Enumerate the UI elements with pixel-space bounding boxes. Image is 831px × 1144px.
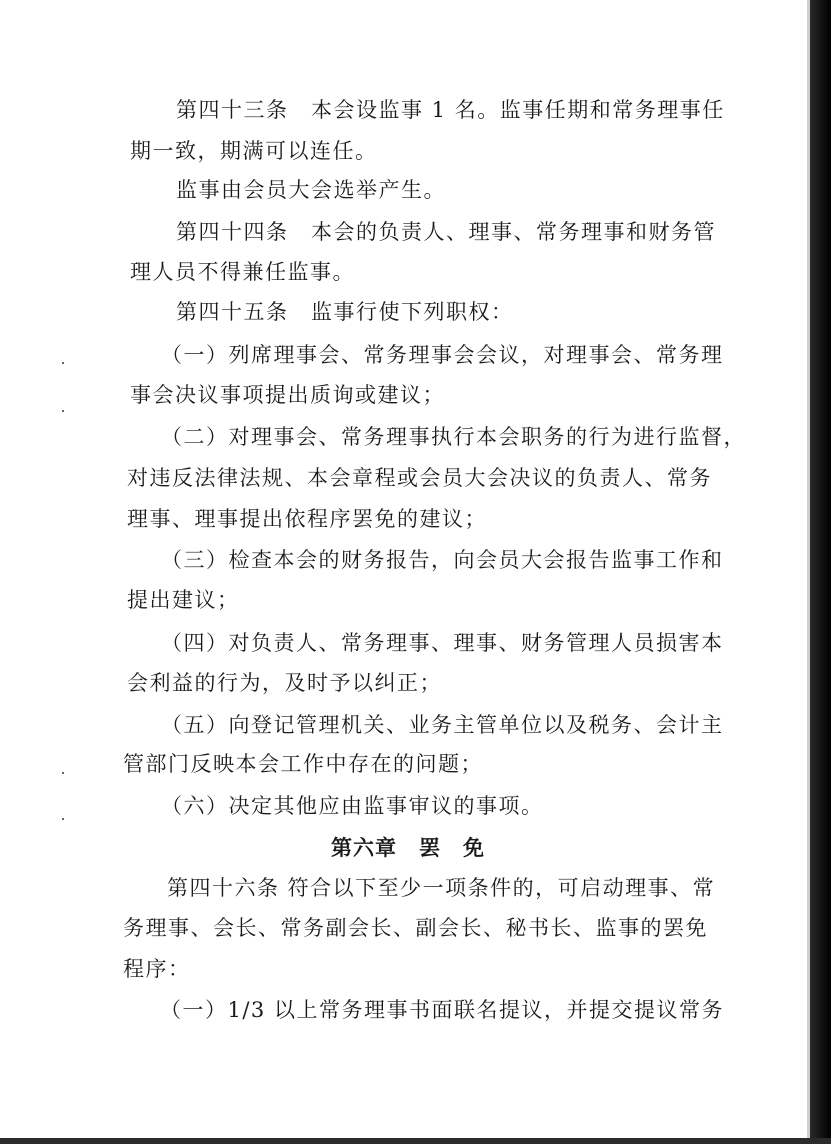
scan-edge-bottom: [0, 1138, 831, 1144]
text-line: 务理事、会长、常务副会长、副会长、秘书长、监事的罢免: [123, 916, 708, 940]
scan-speck: [62, 410, 64, 412]
text-line: 第四十四条 本会的负责人、理事、常务理事和财务管: [176, 220, 716, 244]
chapter-heading: 第六章 罢 免: [331, 835, 485, 860]
text-line: 管部门反映本会工作中存在的问题；: [123, 752, 483, 776]
text-line: 理事、理事提出依程序罢免的建议；: [127, 507, 487, 531]
text-line: 事会决议事项提出质询或建议；: [130, 383, 445, 407]
text-line: 理人员不得兼任监事。: [130, 260, 355, 284]
text-line: 监事由会员大会选举产生。: [176, 178, 446, 202]
text-line: 程序：: [123, 957, 191, 981]
text-line: 会利益的行为，及时予以纠正；: [127, 671, 442, 695]
scan-speck: [62, 362, 64, 364]
text-line: 第四十三条 本会设监事 1 名。监事任期和常务理事任: [176, 98, 725, 122]
text-line: 期一致，期满可以连任。: [130, 139, 378, 163]
text-line: （四）对负责人、常务理事、理事、财务管理人员损害本: [161, 631, 724, 655]
text-line: （二）对理事会、常务理事执行本会职务的行为进行监督，: [161, 425, 746, 449]
text-line: （一）1/3 以上常务理事书面联名提议，并提交提议常务: [160, 998, 724, 1022]
scan-speck: [62, 772, 64, 774]
text-line: 第四十五条 监事行使下列职权：: [176, 300, 514, 324]
text-line: （一）列席理事会、常务理事会会议，对理事会、常务理: [161, 343, 724, 367]
text-line: 对违反法律法规、本会章程或会员大会决议的负责人、常务: [127, 466, 712, 490]
text-line: （五）向登记管理机关、业务主管单位以及税务、会计主: [161, 713, 724, 737]
scan-edge-right: [810, 0, 831, 1144]
scan-speck: [62, 818, 64, 820]
text-line: （六）决定其他应由监事审议的事项。: [161, 794, 544, 818]
text-line: （三）检查本会的财务报告，向会员大会报告监事工作和: [161, 548, 724, 572]
text-line: 第四十六条 符合以下至少一项条件的，可启动理事、常: [167, 876, 716, 900]
text-line: 提出建议；: [127, 588, 240, 612]
